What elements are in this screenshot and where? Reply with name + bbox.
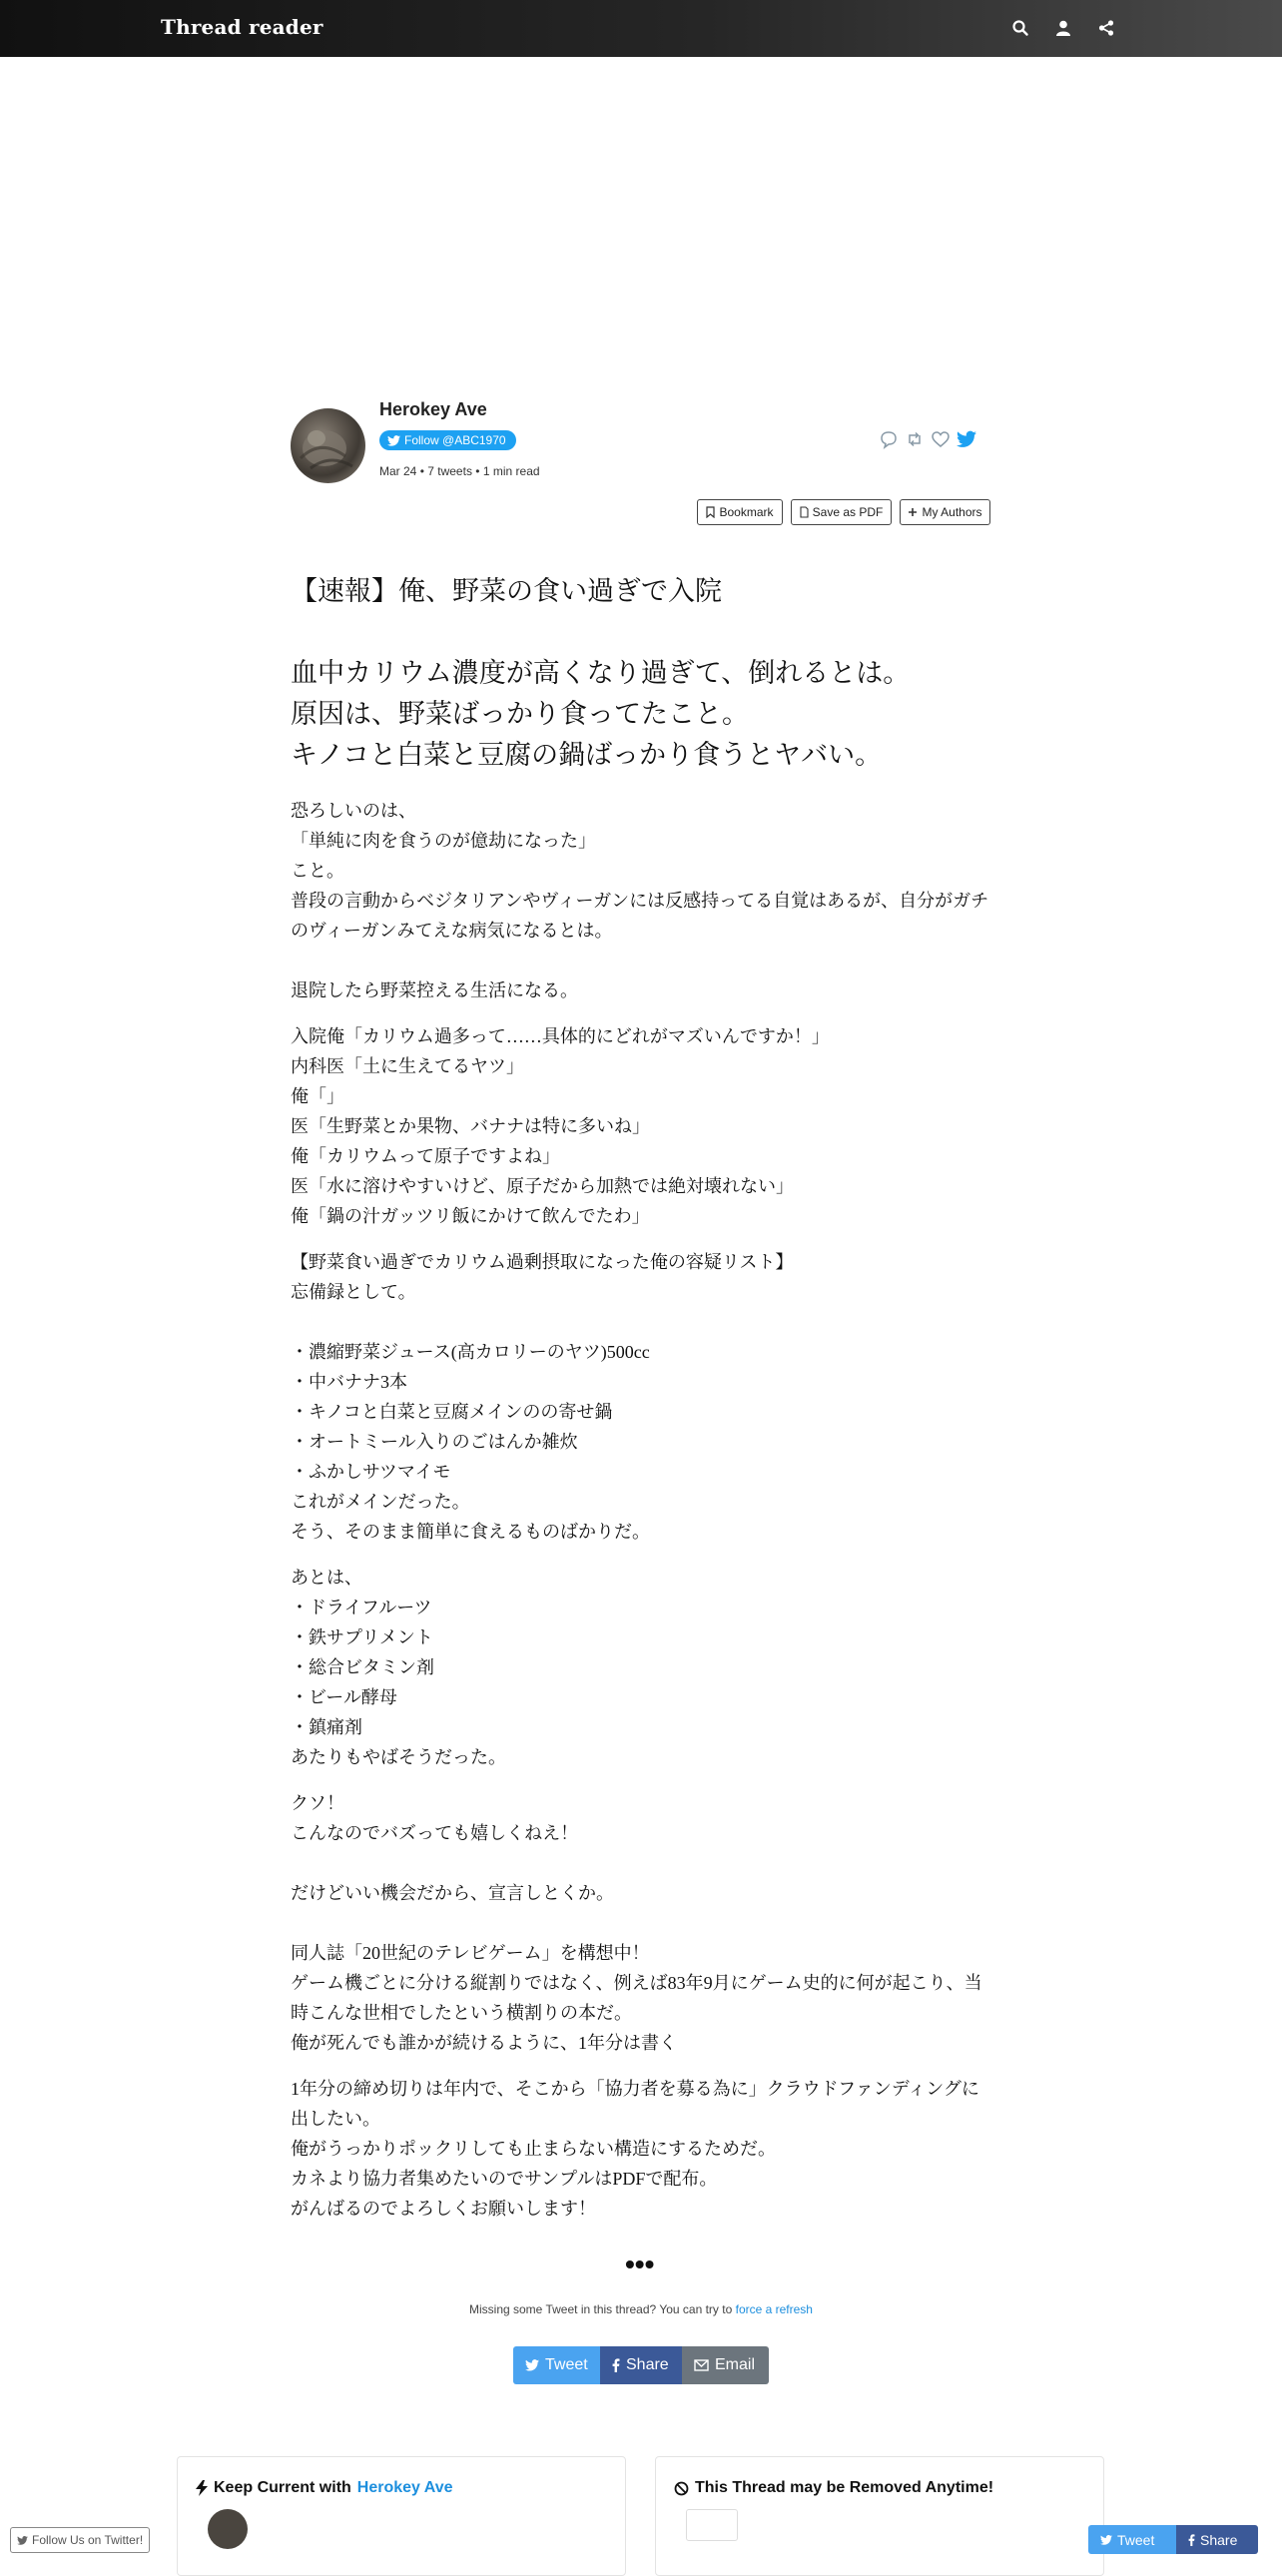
- author-avatar-small[interactable]: [208, 2509, 248, 2549]
- tweet-count: 7 tweets: [427, 464, 472, 478]
- twitter-icon: [17, 2536, 28, 2545]
- facebook-share-button[interactable]: [600, 2346, 682, 2384]
- avatar-image: [291, 408, 365, 483]
- my-authors-button[interactable]: [900, 499, 990, 525]
- bookmark-label: Bookmark: [719, 505, 774, 519]
- retweet-icon[interactable]: [905, 429, 925, 449]
- tweet-text: あとは、 ・ドライフルーツ ・鉄サプリメント ・総合ビタミン剤 ・ビール酵母 ・鎮痛剤 あたりもやばそうだった。: [291, 1568, 506, 1767]
- ban-icon: [674, 2481, 689, 2496]
- keep-current-card: [177, 2456, 626, 2576]
- tweet-share-button[interactable]: [513, 2346, 600, 2384]
- top-navbar: [0, 0, 1282, 57]
- floating-tweet-label: Tweet: [1117, 2531, 1155, 2548]
- tweet-text: 恐ろしいのは、 「単純に肉を食うのが億劫になった」 こと。 普段の言動からベジタリアンやヴィーガンには反感持ってる自覚はあるが、自分がガチのヴィーガンみてえな病気になるとは。 退院したら野菜控える生活になる。: [291, 801, 989, 1000]
- tweet-text: 入院俺「カリウム過多って……具体的にどれがマズいんですか！」 内科医「土に生えてるヤツ」 俺「」 医「生野菜とか果物、バナナは特に多いね」 俺「カリウムって原子ですよね」 医「水に溶けやすいけど、原子だから加熱では絶対壊れない」 俺「鍋の汁ガッツリ飯にかけて飲んでたわ」: [291, 1026, 830, 1226]
- twitter-icon: [1100, 2535, 1112, 2545]
- follow-label: Follow @ABC1970: [404, 433, 506, 447]
- missing-tweet-notice: [0, 2302, 1282, 2316]
- envelope-icon: [694, 2359, 709, 2371]
- force-refresh-link[interactable]: force a refresh: [735, 2302, 813, 2316]
- card-thumbnail: [686, 2509, 738, 2541]
- thread-date: Mar 24: [379, 464, 417, 478]
- tweet-actions: [879, 429, 976, 449]
- share-icon[interactable]: [1097, 19, 1115, 37]
- follow-us-label: Follow Us on Twitter!: [32, 2533, 144, 2547]
- my-authors-label: My Authors: [922, 505, 982, 519]
- save-pdf-button[interactable]: [791, 499, 892, 525]
- brand-logo[interactable]: Thread reader: [161, 15, 323, 39]
- read-time: 1 min read: [482, 464, 540, 478]
- like-icon[interactable]: [931, 429, 951, 449]
- floating-share-button[interactable]: [1176, 2525, 1258, 2554]
- follow-author-button[interactable]: [379, 430, 516, 450]
- share-label: Share: [626, 2356, 669, 2373]
- removal-warning-card: [655, 2456, 1104, 2576]
- pdf-file-icon: [800, 506, 809, 518]
- thread-content: [291, 571, 989, 2240]
- tweet-text: クソ！ こんなのでバズっても嬉しくねえ！ だけどいい機会だから、宣言しとくか。 同人誌「20世紀のテレビゲーム」を構想中！ ゲーム機ごとに分ける縦割りではなく、例えば83年9月にゲーム史的に何が起こり、当時こんな世相でしたという横割りの本だ。 俺が死んでも誰かが続けるように、1年分は書く: [291, 1793, 982, 2053]
- share-button-group: [513, 2346, 769, 2384]
- bookmark-button[interactable]: [697, 499, 783, 525]
- tweet-label: Tweet: [545, 2356, 588, 2373]
- thread-meta: Mar 24 • 7 tweets • 1 min read: [379, 464, 540, 478]
- author-name[interactable]: Herokey Ave: [379, 399, 487, 419]
- reply-icon[interactable]: [879, 429, 899, 449]
- save-pdf-label: Save as PDF: [812, 505, 884, 519]
- thread-end-ellipsis: •••: [625, 2249, 655, 2279]
- tweet-text: 【野菜食い過ぎでカリウム過剰摂取になった俺の容疑リスト】 忘備録として。 ・濃縮野菜ジュース(高カロリーのヤツ)500cc ・中バナナ3本 ・キノコと白菜と豆腐メインのの寄せ鍋 ・オートミール入りのごはんか雑炊 ・ふかしサツマイモ これがメインだった。 そう、そのまま簡単に食えるものばかりだ。: [291, 1252, 794, 1542]
- user-icon[interactable]: [1054, 19, 1072, 37]
- twitter-icon: [525, 2359, 539, 2371]
- floating-share-bar: [1088, 2525, 1258, 2554]
- author-avatar[interactable]: [291, 408, 365, 483]
- keep-current-title: Keep Current with Herokey Ave: [196, 2479, 453, 2497]
- email-share-button[interactable]: [682, 2346, 769, 2384]
- facebook-icon: [1188, 2534, 1195, 2546]
- twitter-bird-icon: [387, 435, 400, 446]
- facebook-icon: [612, 2358, 620, 2372]
- tweet-text: 1年分の締め切りは年内で、そこから「協力者を募る為に」クラウドファンディングに出したい。 俺がうっかりポックリしても止まらない構造にするためだ。 カネより協力者集めたいのでサンプルはPDFで配布。 がんばるのでよろしくお願いします！: [291, 2079, 979, 2219]
- twitter-icon[interactable]: [957, 429, 976, 449]
- missing-text: Missing some Tweet in this thread? You can try to: [469, 2302, 733, 2316]
- email-label: Email: [715, 2356, 756, 2373]
- search-icon[interactable]: [1011, 19, 1029, 37]
- tweet-text: 【速報】俺、野菜の食い過ぎで入院 血中カリウム濃度が高くなり過ぎて、倒れるとは。 原因は、野菜ばっかり食ってたこと。 キノコと白菜と豆腐の鍋ばっかり食うとヤバい。: [291, 576, 911, 770]
- plus-icon: [908, 507, 918, 517]
- removal-warning-title: This Thread may be Removed Anytime!: [674, 2479, 993, 2497]
- floating-share-label: Share: [1200, 2531, 1238, 2548]
- bookmark-icon: [706, 506, 715, 518]
- follow-us-twitter-button[interactable]: [10, 2527, 150, 2553]
- floating-tweet-button[interactable]: [1088, 2525, 1176, 2554]
- bolt-icon: [196, 2480, 208, 2496]
- keep-current-author-link[interactable]: Herokey Ave: [356, 2479, 453, 2496]
